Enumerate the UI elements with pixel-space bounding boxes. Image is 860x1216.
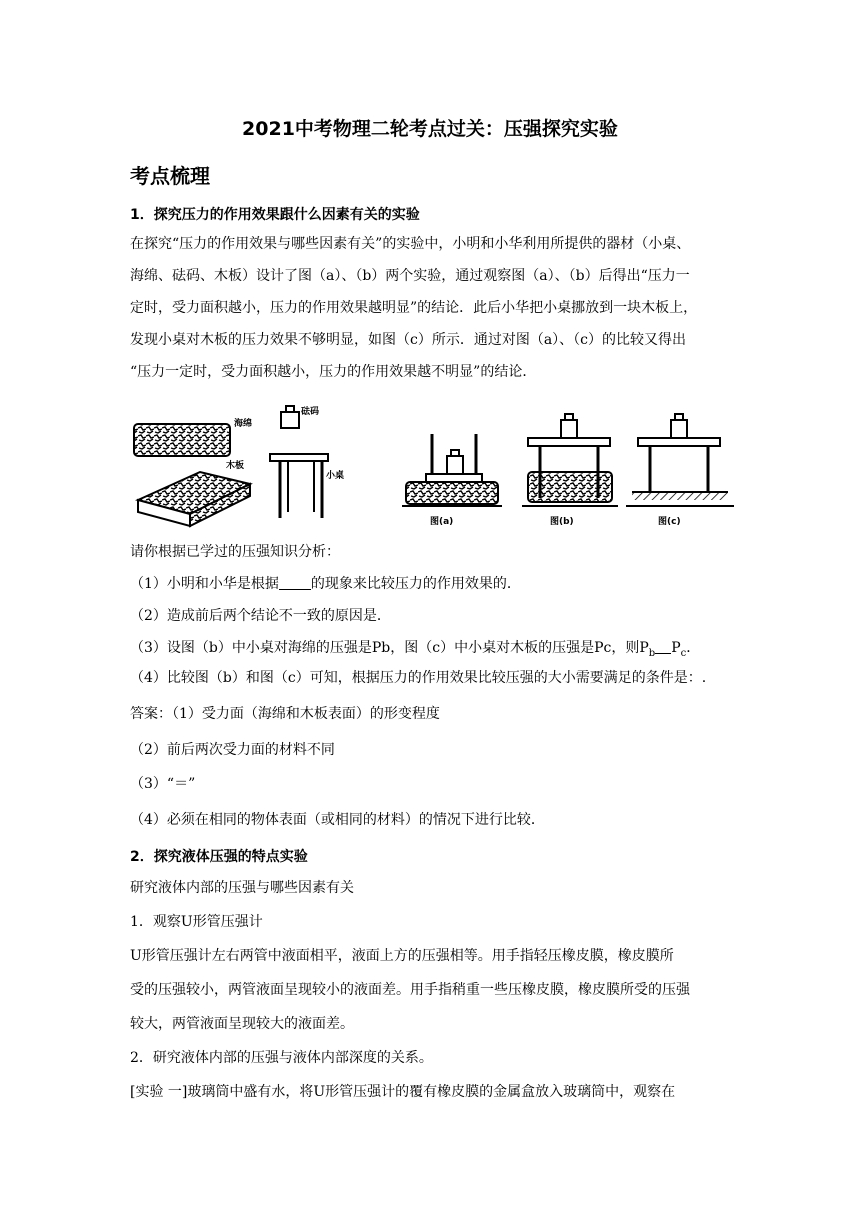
label-sponge: 海绵 [234, 419, 253, 429]
answer-blank [655, 639, 671, 654]
answer-line: （2）前后两次受力面的材料不同 [130, 742, 335, 758]
answer-blank [279, 575, 311, 590]
label-fig-b: 图(b) [550, 517, 574, 527]
question-3-symbol: P [671, 640, 681, 656]
s2-line: 较大，两管液面呈现较大的液面差。 [130, 1016, 354, 1032]
experiment-figure [130, 402, 736, 530]
s2-line: 1．观察U形管压强计 [130, 914, 263, 930]
subscript-b: b [648, 647, 656, 659]
answer-line: 答案：（1）受力面（海绵和木板表面）的形变程度 [130, 706, 440, 722]
small-table-icon [270, 454, 328, 518]
s1-intro-line: 海绵、砝码、木板）设计了图（a）、（b）两个实验，通过观察图（a）、（b）后得出“压力一 [130, 268, 690, 284]
label-fig-a: 图(a) [430, 517, 454, 527]
figure-c-icon [626, 414, 734, 506]
s1-heading: 1．探究压力的作用效果跟什么因素有关的实验 [130, 207, 420, 223]
wooden-board-icon [138, 472, 250, 526]
question-3-end: ． [686, 640, 701, 656]
subscript-c: c [680, 647, 687, 659]
s1-prompt: 请你根据已学过的压强知识分析： [130, 544, 340, 560]
s1-intro-line: 在探究“压力的作用效果与哪些因素有关”的实验中，小明和小华利用所提供的器材（小桌、 [130, 236, 691, 252]
label-weight: 砝码 [301, 407, 320, 417]
figure-a-icon [402, 434, 502, 506]
weight-icon [281, 406, 299, 428]
s2-line: [实验 一]玻璃筒中盛有水，将U形管压强计的覆有橡皮膜的金属盒放入玻璃筒中，观察在 [130, 1084, 676, 1100]
label-fig-c: 图(c) [658, 517, 681, 527]
sponge-block-icon [134, 424, 230, 456]
question-4: （4）比较图（b）和图（c）可知，根据压力的作用效果比较压强的大小需要满足的条件是：. [130, 670, 707, 686]
s2-line: 受的压强较小，两管液面呈现较小的液面差。用手指稍重一些压橡皮膜，橡皮膜所受的压强 [130, 982, 690, 998]
question-1 [130, 574, 735, 594]
s2-line: 2．研究液体内部的压强与液体内部深度的关系。 [130, 1050, 433, 1066]
answer-line: （4）必须在相同的物体表面（或相同的材料）的情况下进行比较． [130, 812, 545, 828]
s1-intro-line: 发现小桌对木板的压力效果不够明显，如图（c）所示．通过对图（a）、（c）的比较又得出 [130, 332, 687, 348]
s2-line: U形管压强计左右两管中液面相平，液面上方的压强相等。用手指轻压橡皮膜，橡皮膜所 [130, 948, 674, 964]
page-title: 2021中考物理二轮考点过关：压强探究实验 [242, 118, 618, 140]
s1-intro-line: “压力一定时，受力面积越小，压力的作用效果越不明显”的结论． [130, 364, 537, 380]
answer-line: （3）“＝” [130, 776, 196, 792]
figure-b-icon [522, 414, 618, 506]
question-1-text-b: 的现象来比较压力的作用效果的． [310, 576, 521, 592]
s1-intro-line: 定时，受力面积越小，压力的作用效果越明显”的结论．此后小华把小桌挪放到一块木板上， [130, 300, 698, 316]
section-heading: 考点梳理 [130, 164, 210, 188]
question-2: （2）造成前后两个结论不一致的原因是． [130, 608, 391, 624]
s2-line: 研究液体内部的压强与哪些因素有关 [130, 880, 354, 896]
label-board: 木板 [226, 461, 245, 471]
s2-heading: 2．探究液体压强的特点实验 [130, 849, 308, 865]
question-3-text: （3）设图（b）中小桌对海绵的压强是Pb，图（c）中小桌对木板的压强是Pc，则P [130, 640, 649, 656]
label-table: 小桌 [326, 471, 345, 481]
question-3 [130, 638, 735, 664]
question-1-text-a: （1）小明和小华是根据 [130, 576, 279, 592]
